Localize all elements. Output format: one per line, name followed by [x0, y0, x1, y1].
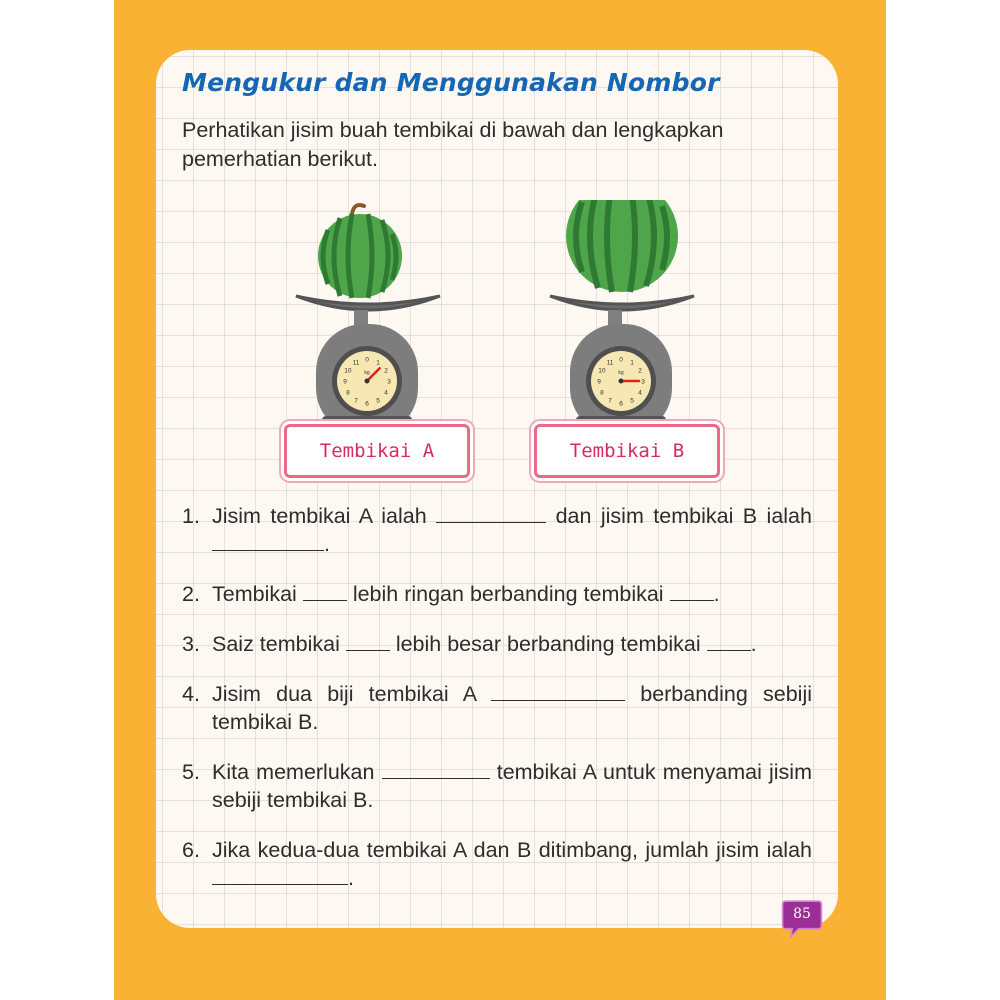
scale-b: [542, 200, 702, 430]
answer-blank[interactable]: [670, 582, 714, 601]
question-3: [182, 630, 812, 658]
worksheet-page: [156, 50, 838, 928]
question-text: Kita memerlukan: [212, 760, 375, 784]
label-tembikai-a: Tembikai A: [284, 424, 470, 478]
dial-number: 10: [598, 367, 606, 375]
question-6: [182, 836, 812, 892]
dial-unit: kg: [364, 370, 370, 376]
answer-blank[interactable]: [436, 504, 546, 523]
dial-number: 7: [608, 397, 612, 405]
question-text: Tembikai: [212, 582, 297, 606]
question-text: lebih ringan berbanding tembikai: [352, 582, 664, 606]
answer-blank[interactable]: [212, 532, 324, 551]
question-number: 2.: [182, 582, 200, 606]
dial-number: 2: [384, 367, 388, 375]
question-1: [182, 502, 812, 558]
question-number: 5.: [182, 760, 200, 784]
dial-number: 9: [597, 378, 601, 386]
dial-number: 0: [365, 356, 369, 364]
dial-number: 9: [343, 378, 347, 386]
dial-hub: [619, 379, 624, 384]
dial-hub: [365, 379, 370, 384]
answer-blank[interactable]: [707, 632, 751, 651]
question-text: berbanding sebiji tembikai B.: [212, 682, 812, 734]
dial-number: 5: [630, 397, 634, 405]
question-number: 3.: [182, 632, 200, 656]
label-tembikai-b: Tembikai B: [534, 424, 720, 478]
dial-number: 7: [354, 397, 358, 405]
question-4: [182, 680, 812, 736]
question-number: 6.: [182, 838, 200, 862]
dial-number: 10: [344, 367, 352, 375]
question-text: lebih besar berbanding tembikai: [395, 632, 701, 656]
question-text: .: [713, 582, 720, 606]
question-text: .: [348, 866, 354, 890]
page-number-text: 85: [793, 906, 811, 922]
instruction-text: Perhatikan jisim buah tembikai di bawah dan lengkapkan pemerhatian berikut.: [182, 118, 724, 171]
question-text: Jisim dua biji tembikai A: [212, 682, 476, 706]
watermelon-b-icon: [566, 200, 678, 292]
dial-number: 6: [365, 400, 369, 408]
question-text: tembikai A untuk menyamai jisim sebiji tembikai B.: [212, 760, 812, 812]
question-text: Jika kedua-dua tembikai A dan B ditimbang, jumlah jisim ialah: [212, 838, 812, 862]
question-text: Saiz tembikai: [212, 632, 340, 656]
watermelon-a-icon: [318, 205, 402, 298]
answer-blank[interactable]: [212, 866, 348, 885]
dial-number: 11: [606, 359, 614, 367]
dial-number: 8: [600, 389, 604, 397]
page-number-badge-icon: [776, 898, 828, 940]
dial-number: 3: [641, 378, 645, 386]
answer-blank[interactable]: [346, 632, 390, 651]
dial-number: 1: [376, 359, 380, 367]
question-5: [182, 758, 812, 814]
dial-number: 11: [352, 359, 360, 367]
dial-number: 5: [376, 397, 380, 405]
dial-number: 2: [638, 367, 642, 375]
dial-number: 4: [384, 389, 388, 397]
answer-blank[interactable]: [303, 582, 347, 601]
question-text: Jisim tembikai A ialah: [212, 504, 427, 528]
scale-a: [288, 200, 448, 430]
dial-number: 3: [387, 378, 391, 386]
dial-number: 6: [619, 400, 623, 408]
dial-number: 1: [630, 359, 634, 367]
dial-number: 4: [638, 389, 642, 397]
dial-number: 8: [346, 389, 350, 397]
question-text: .: [324, 532, 330, 556]
question-text: .: [750, 632, 757, 656]
question-list: [182, 502, 812, 914]
question-2: [182, 580, 812, 608]
page-title: Mengukur dan Menggunakan Nombor: [182, 68, 720, 97]
answer-blank[interactable]: [491, 682, 625, 701]
question-number: 4.: [182, 682, 200, 706]
answer-blank[interactable]: [382, 760, 490, 779]
question-text: dan jisim tembikai B ialah: [555, 504, 812, 528]
dial-number: 0: [619, 356, 623, 364]
question-number: 1.: [182, 504, 200, 528]
dial-unit: kg: [618, 370, 624, 376]
